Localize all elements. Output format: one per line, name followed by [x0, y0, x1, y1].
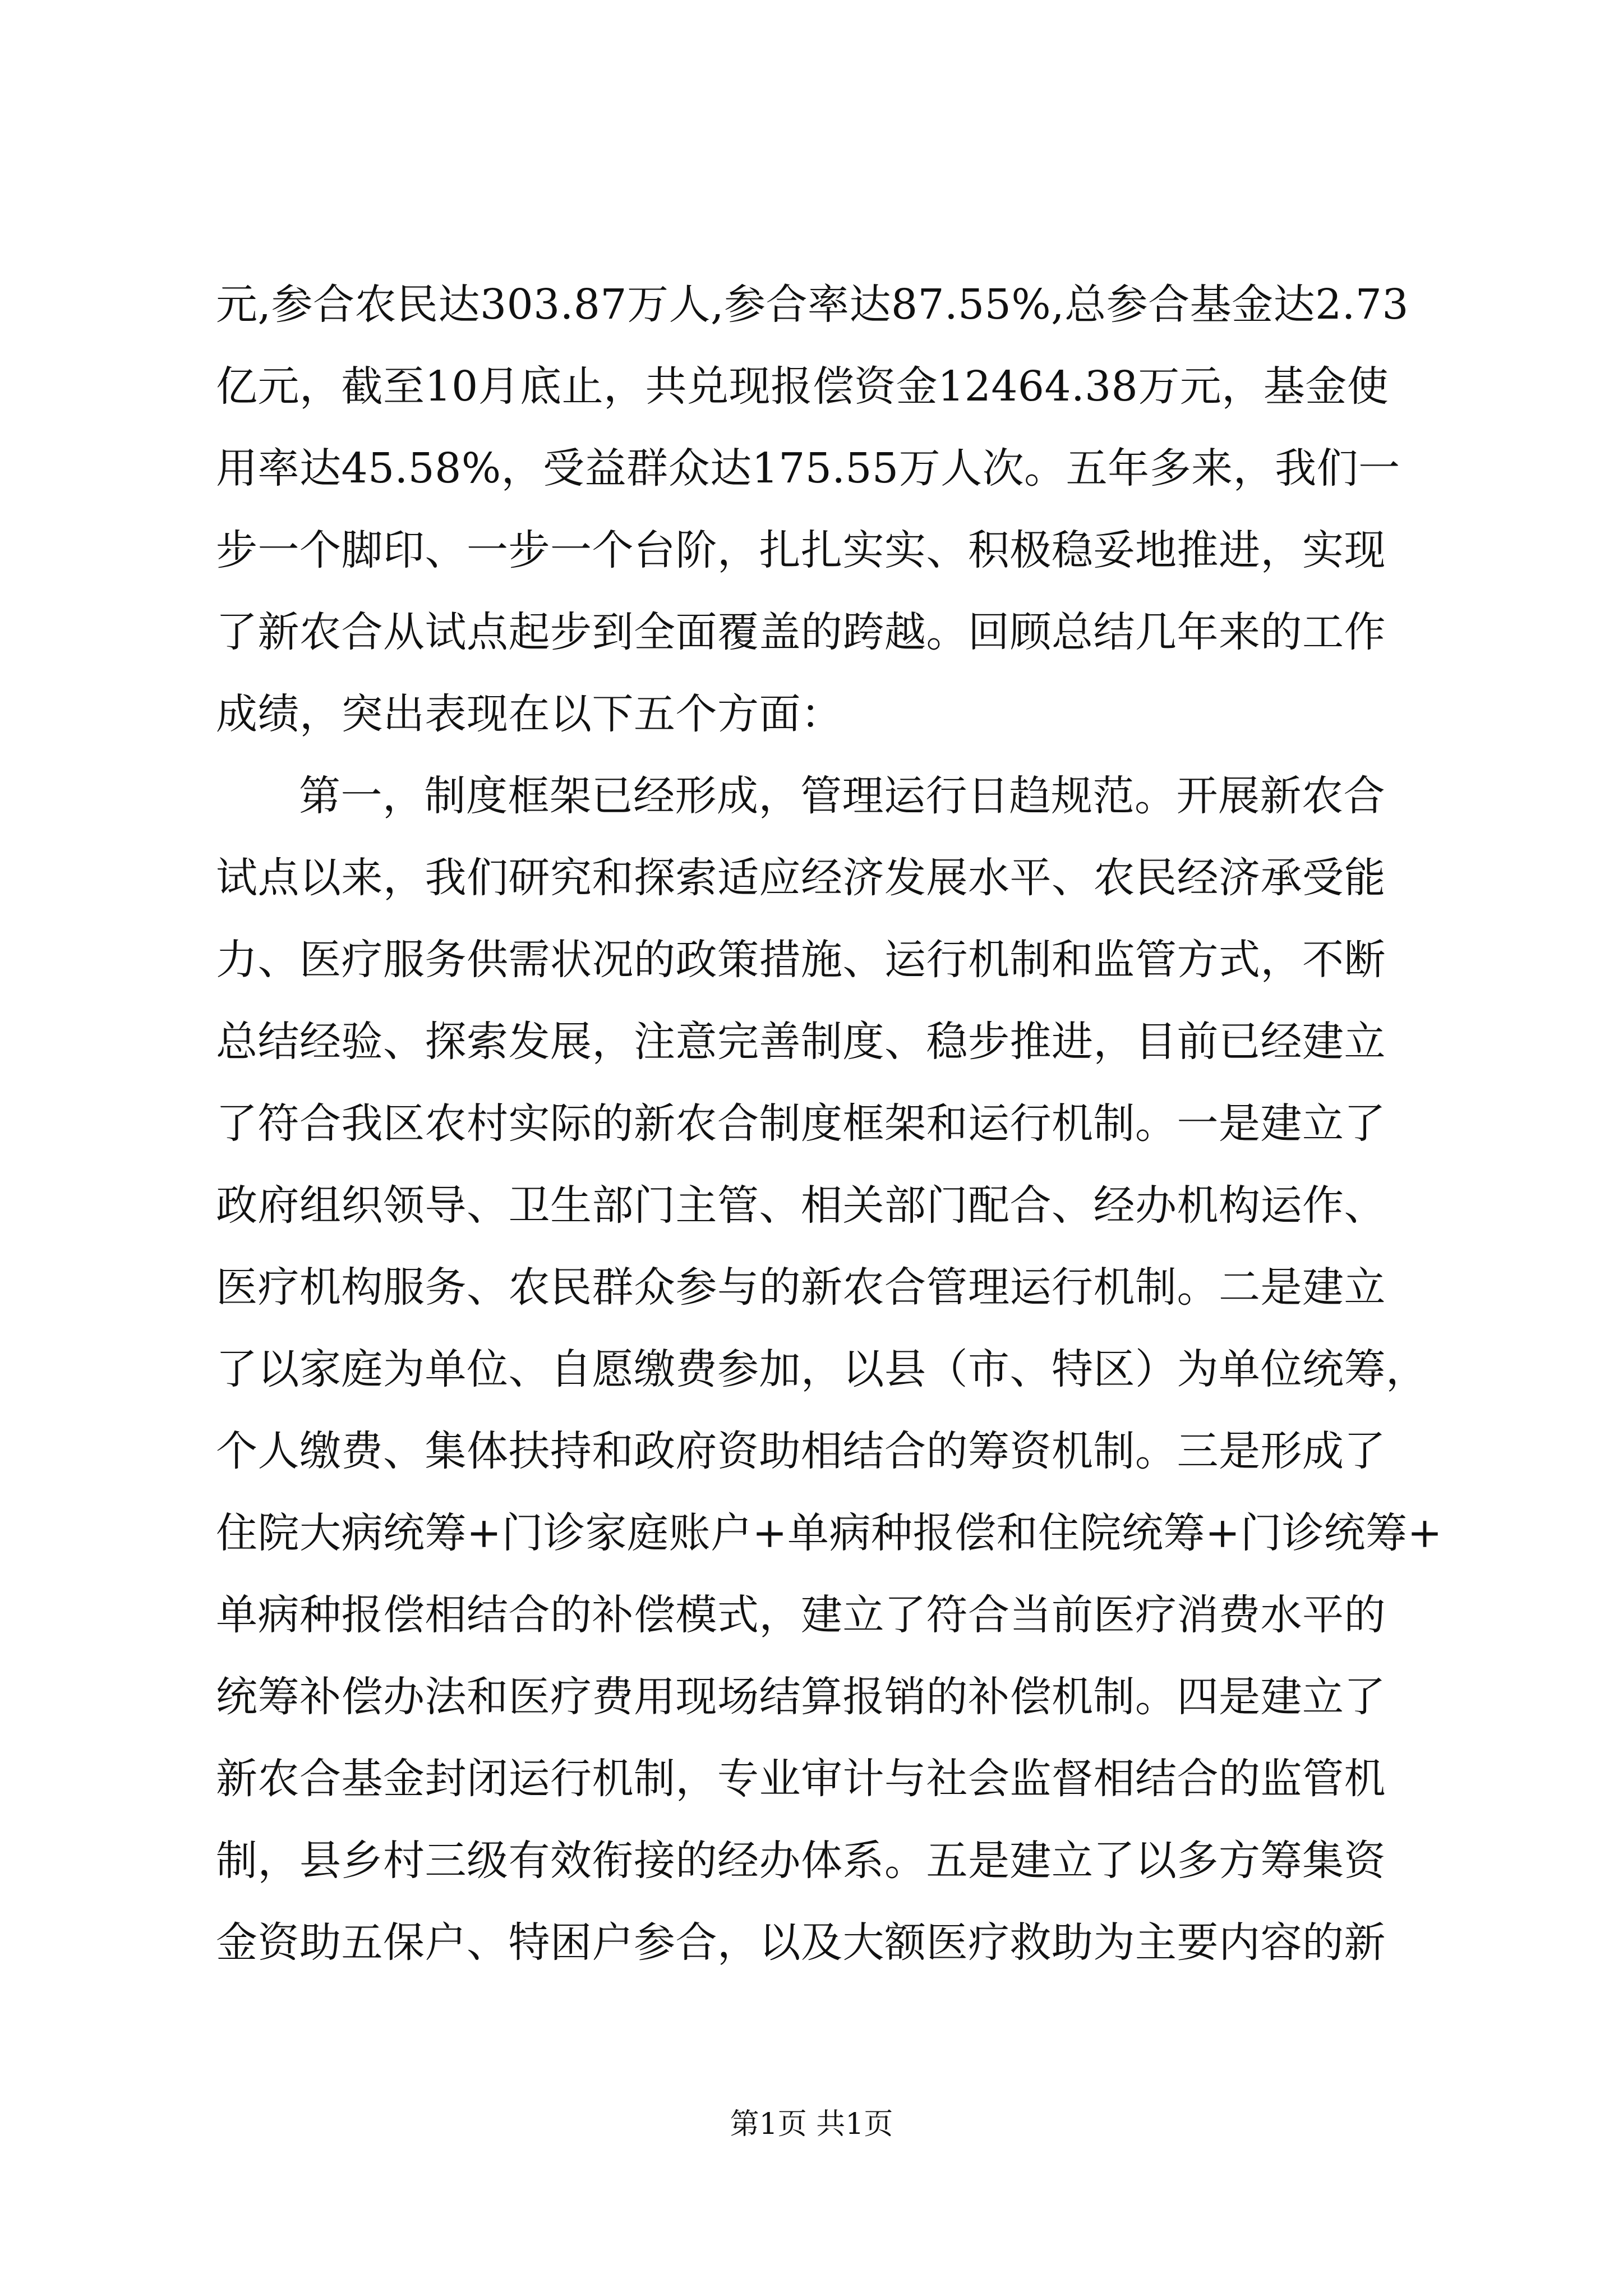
text-line: 了以家庭为单位、自愿缴费参加，以县（市、特区）为单位统筹， [216, 1345, 1428, 1393]
text-line: 力、医疗服务供需状况的政策措施、运行机制和监管方式，不断 [216, 936, 1386, 984]
paragraph-first-line: 第一，制度框架已经形成，管理运行日趋规范。开展新农合 [299, 772, 1385, 820]
text-line: 总结经验、探索发展，注意完善制度、稳步推进，目前已经建立 [216, 1018, 1386, 1066]
text-line: 试点以来，我们研究和探索适应经济发展水平、农民经济承受能 [216, 854, 1386, 902]
text-line: 制，县乡村三级有效衔接的经办体系。五是建立了以多方筹集资 [216, 1837, 1386, 1885]
text-line: 亿元，截至10月底止，共兑现报偿资金12464.38万元，基金使 [216, 362, 1389, 411]
text-line: 医疗机构服务、农民群众参与的新农合管理运行机制。二是建立 [216, 1263, 1386, 1312]
text-line: 政府组织领导、卫生部门主管、相关部门配合、经办机构运作、 [216, 1181, 1386, 1230]
page-footer: 第1页 共1页 [730, 2108, 893, 2141]
text-line: 用率达45.58%，受益群众达175.55万人次。五年多来，我们一 [216, 444, 1400, 493]
text-line: 新农合基金封闭运行机制，专业审计与社会监督相结合的监管机 [216, 1755, 1386, 1803]
text-line: 元,参合农民达303.87万人,参合率达87.55%,总参合基金达2.73 [216, 280, 1409, 329]
text-line: 住院大病统筹+门诊家庭账户+单病种报偿和住院统筹+门诊统筹+ [216, 1509, 1443, 1557]
text-line: 单病种报偿相结合的补偿模式，建立了符合当前医疗消费水平的 [216, 1591, 1386, 1639]
text-line: 步一个脚印、一步一个台阶，扎扎实实、积极稳妥地推进，实现 [216, 526, 1386, 574]
body-text [216, 264, 1443, 1984]
text-line: 统筹补偿办法和医疗费用现场结算报销的补偿机制。四是建立了 [216, 1673, 1386, 1721]
text-line: 金资助五保户、特困户参合，以及大额医疗救助为主要内容的新 [216, 1918, 1386, 1967]
text-line: 个人缴费、集体扶持和政府资助相结合的筹资机制。三是形成了 [216, 1427, 1386, 1475]
text-line: 了符合我区农村实际的新农合制度框架和运行机制。一是建立了 [216, 1099, 1386, 1148]
text-line: 成绩，突出表现在以下五个方面： [216, 690, 843, 738]
text-line: 了新农合从试点起步到全面覆盖的跨越。回顾总结几年来的工作 [216, 608, 1386, 656]
